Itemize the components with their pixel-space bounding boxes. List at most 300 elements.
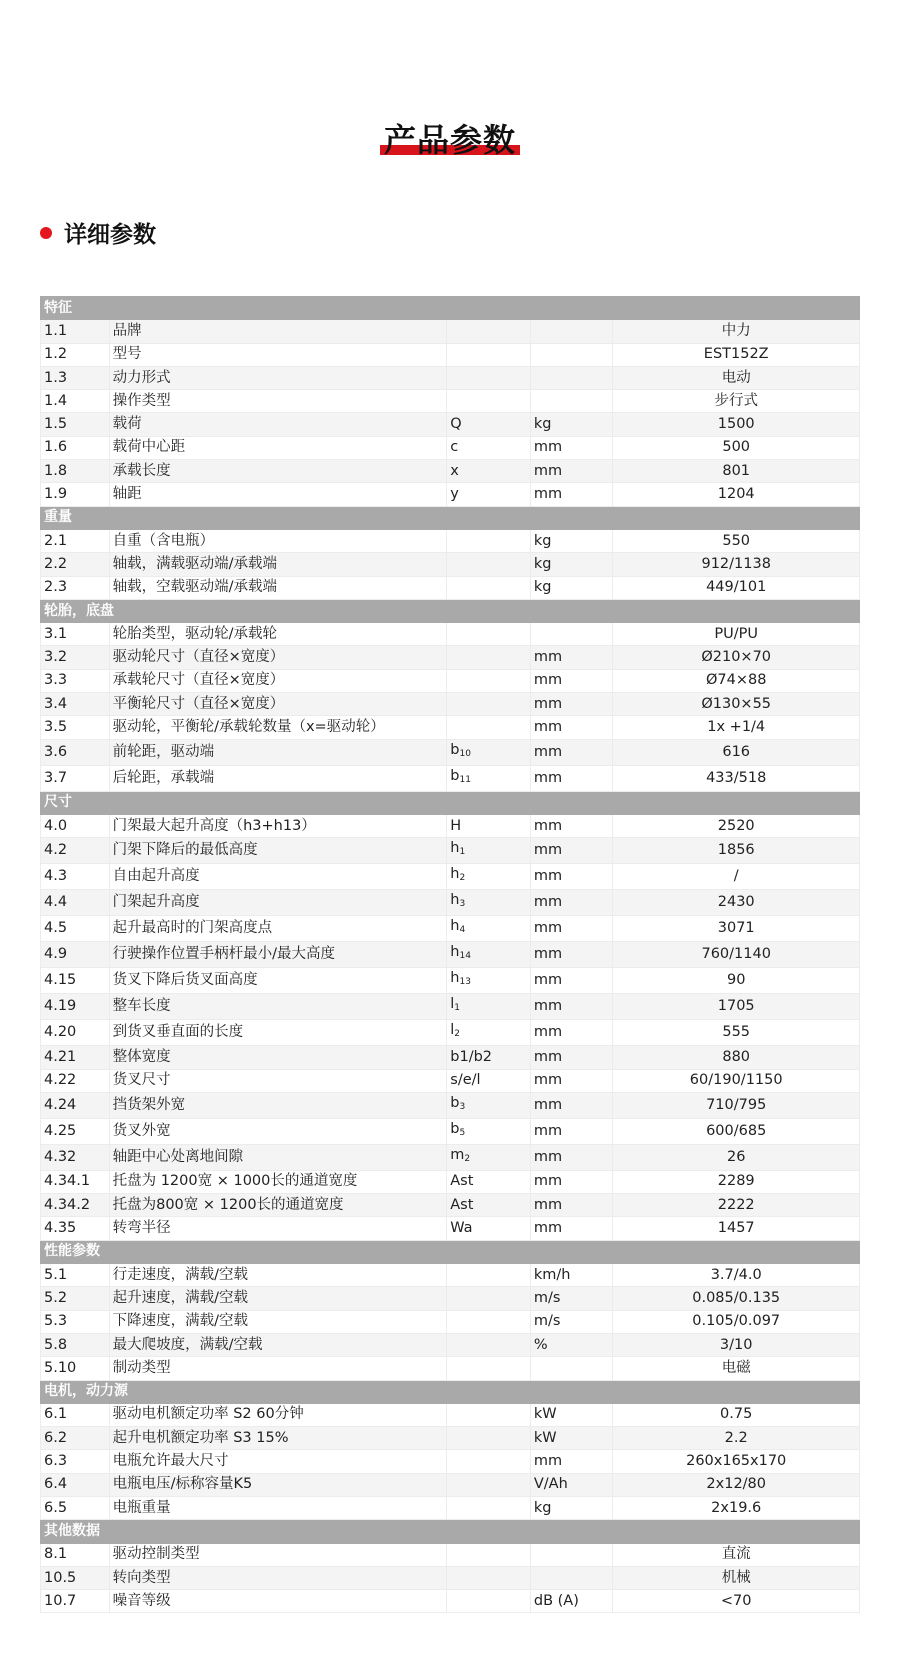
row-symbol <box>447 693 531 716</box>
table-row <box>41 669 860 692</box>
row-item: 载荷中心距 <box>109 436 447 459</box>
row-symbol <box>447 366 531 389</box>
table-row <box>41 1496 860 1519</box>
row-unit: kg <box>530 1496 613 1519</box>
table-row <box>41 1473 860 1496</box>
row-value: 2430 <box>613 890 860 916</box>
symbol-text: m <box>450 1146 465 1163</box>
symbol-subscript: 2 <box>459 873 466 884</box>
row-item: 驱动控制类型 <box>109 1543 447 1566</box>
category-row <box>41 297 860 320</box>
row-symbol <box>447 765 531 791</box>
row-number: 1.6 <box>41 436 110 459</box>
table-row <box>41 994 860 1020</box>
row-item: 电瓶电压/标称容量K5 <box>109 1473 447 1496</box>
row-unit: mm <box>530 1046 613 1069</box>
spec-table-body <box>41 297 860 1613</box>
row-unit: mm <box>530 1194 613 1217</box>
row-symbol <box>447 1046 531 1069</box>
symbol-text: Ast <box>450 1196 474 1213</box>
table-row <box>41 1046 860 1069</box>
category-row <box>41 1520 860 1543</box>
row-item: 驱动轮，平衡轮/承载轮数量（x=驱动轮） <box>109 716 447 739</box>
row-item: 货叉下降后货叉面高度 <box>109 968 447 994</box>
row-number: 3.3 <box>41 669 110 692</box>
row-item: 轴距 <box>109 483 447 506</box>
row-value: 1x +1/4 <box>613 716 860 739</box>
row-unit: mm <box>530 765 613 791</box>
row-symbol <box>447 1092 531 1118</box>
row-number: 4.4 <box>41 890 110 916</box>
row-number: 4.22 <box>41 1069 110 1092</box>
table-row <box>41 1287 860 1310</box>
row-unit: mm <box>530 646 613 669</box>
row-item: 行驶操作位置手柄杆最小/最大高度 <box>109 942 447 968</box>
row-symbol <box>447 483 531 506</box>
row-symbol <box>447 916 531 942</box>
row-unit: kg <box>530 413 613 436</box>
row-unit: kg <box>530 553 613 576</box>
row-value: 机械 <box>613 1566 860 1589</box>
symbol-text: b <box>450 741 460 758</box>
row-unit <box>530 623 613 646</box>
row-symbol <box>447 1020 531 1046</box>
row-value: 2289 <box>613 1170 860 1193</box>
row-item: 自由起升高度 <box>109 864 447 890</box>
symbol-text: h <box>450 970 460 987</box>
row-item: 后轮距，承载端 <box>109 765 447 791</box>
row-unit <box>530 343 613 366</box>
row-item: 动力形式 <box>109 366 447 389</box>
row-symbol <box>447 1427 531 1450</box>
table-row <box>41 716 860 739</box>
row-number: 4.35 <box>41 1217 110 1240</box>
row-number: 3.1 <box>41 623 110 646</box>
table-row <box>41 623 860 646</box>
row-value: 2x19.6 <box>613 1496 860 1519</box>
row-symbol <box>447 436 531 459</box>
row-item: 转向类型 <box>109 1566 447 1589</box>
row-number: 6.1 <box>41 1403 110 1426</box>
row-item: 电瓶重量 <box>109 1496 447 1519</box>
row-item: 型号 <box>109 343 447 366</box>
category-label: 其他数据 <box>41 1520 860 1543</box>
symbol-subscript: 2 <box>464 1153 471 1164</box>
row-item: 载荷 <box>109 413 447 436</box>
row-item: 转弯半径 <box>109 1217 447 1240</box>
row-unit: mm <box>530 838 613 864</box>
row-number: 3.5 <box>41 716 110 739</box>
row-symbol <box>447 669 531 692</box>
table-row <box>41 1020 860 1046</box>
table-row <box>41 366 860 389</box>
row-value: 449/101 <box>613 576 860 599</box>
row-number: 8.1 <box>41 1543 110 1566</box>
page-title-block <box>0 115 900 161</box>
symbol-text: h <box>450 918 460 935</box>
symbol-text: b <box>450 1120 460 1137</box>
table-row <box>41 320 860 343</box>
row-symbol <box>447 1144 531 1170</box>
row-item: 起升速度，满载/空载 <box>109 1287 447 1310</box>
row-value: 600/685 <box>613 1118 860 1144</box>
row-value: 3071 <box>613 916 860 942</box>
category-label: 特征 <box>41 297 860 320</box>
row-number: 3.6 <box>41 739 110 765</box>
row-symbol <box>447 739 531 765</box>
row-symbol <box>447 1170 531 1193</box>
row-unit: mm <box>530 994 613 1020</box>
row-unit <box>530 1566 613 1589</box>
row-item: 轴载，满载驱动端/承载端 <box>109 553 447 576</box>
row-value: Ø210×70 <box>613 646 860 669</box>
row-symbol <box>447 1543 531 1566</box>
table-row <box>41 739 860 765</box>
symbol-subscript: 14 <box>459 951 471 962</box>
row-symbol <box>447 716 531 739</box>
row-symbol <box>447 1333 531 1356</box>
table-row <box>41 1310 860 1333</box>
row-value: 电磁 <box>613 1357 860 1380</box>
table-row <box>41 916 860 942</box>
symbol-subscript: 2 <box>454 1029 461 1040</box>
row-value: 880 <box>613 1046 860 1069</box>
row-symbol <box>447 968 531 994</box>
row-item: 操作类型 <box>109 390 447 413</box>
row-number: 2.2 <box>41 553 110 576</box>
table-row <box>41 343 860 366</box>
row-unit: mm <box>530 669 613 692</box>
row-number: 1.1 <box>41 320 110 343</box>
table-row <box>41 576 860 599</box>
category-row <box>41 791 860 814</box>
row-item: 轮胎类型，驱动轮/承载轮 <box>109 623 447 646</box>
symbol-subscript: 13 <box>459 977 471 988</box>
row-value: 433/518 <box>613 765 860 791</box>
row-value: 0.75 <box>613 1403 860 1426</box>
row-item: 门架最大起升高度（h3+h13） <box>109 814 447 837</box>
row-unit: kW <box>530 1403 613 1426</box>
row-item: 电瓶允许最大尺寸 <box>109 1450 447 1473</box>
row-number: 1.3 <box>41 366 110 389</box>
row-symbol <box>447 890 531 916</box>
section-title: 详细参数 <box>64 222 156 248</box>
row-unit: kg <box>530 529 613 552</box>
row-symbol <box>447 1403 531 1426</box>
row-symbol <box>447 343 531 366</box>
table-row <box>41 765 860 791</box>
row-unit: mm <box>530 460 613 483</box>
symbol-subscript: 11 <box>459 774 471 785</box>
row-value: / <box>613 864 860 890</box>
symbol-subscript: 3 <box>459 899 466 910</box>
symbol-text: l <box>450 1022 455 1039</box>
category-label: 性能参数 <box>41 1240 860 1263</box>
row-unit: mm <box>530 1144 613 1170</box>
symbol-text: Q <box>450 416 462 433</box>
row-number: 3.7 <box>41 765 110 791</box>
table-row <box>41 483 860 506</box>
row-unit: m/s <box>530 1287 613 1310</box>
row-item: 货叉外宽 <box>109 1118 447 1144</box>
row-number: 3.4 <box>41 693 110 716</box>
symbol-text: Ast <box>450 1173 474 1190</box>
row-value: 616 <box>613 739 860 765</box>
row-item: 自重（含电瓶） <box>109 529 447 552</box>
table-row <box>41 436 860 459</box>
row-symbol <box>447 1118 531 1144</box>
table-row <box>41 646 860 669</box>
row-symbol <box>447 390 531 413</box>
row-value: 90 <box>613 968 860 994</box>
row-value: 260x165x170 <box>613 1450 860 1473</box>
row-value: 500 <box>613 436 860 459</box>
row-symbol <box>447 1566 531 1589</box>
symbol-text: l <box>450 996 455 1013</box>
row-value: 1457 <box>613 1217 860 1240</box>
row-number: 1.4 <box>41 390 110 413</box>
row-number: 4.24 <box>41 1092 110 1118</box>
row-item: 品牌 <box>109 320 447 343</box>
table-row <box>41 529 860 552</box>
table-row <box>41 413 860 436</box>
row-number: 10.5 <box>41 1566 110 1589</box>
row-item: 门架下降后的最低高度 <box>109 838 447 864</box>
row-value: 3.7/4.0 <box>613 1264 860 1287</box>
row-number: 6.5 <box>41 1496 110 1519</box>
row-unit: % <box>530 1333 613 1356</box>
table-row <box>41 693 860 716</box>
row-value: 2x12/80 <box>613 1473 860 1496</box>
row-number: 1.8 <box>41 460 110 483</box>
symbol-text: h <box>450 892 460 909</box>
row-number: 4.20 <box>41 1020 110 1046</box>
symbol-subscript: 1 <box>459 847 466 858</box>
row-symbol <box>447 646 531 669</box>
bullet-dot-icon <box>40 227 52 239</box>
symbol-text: h <box>450 866 460 883</box>
row-value: 1204 <box>613 483 860 506</box>
row-unit: mm <box>530 436 613 459</box>
row-number: 4.9 <box>41 942 110 968</box>
row-unit: mm <box>530 483 613 506</box>
row-item: 托盘为 1200宽 × 1000长的通道宽度 <box>109 1170 447 1193</box>
row-item: 噪音等级 <box>109 1590 447 1613</box>
category-row <box>41 599 860 622</box>
row-number: 1.5 <box>41 413 110 436</box>
row-unit: mm <box>530 716 613 739</box>
row-value: 60/190/1150 <box>613 1069 860 1092</box>
row-symbol <box>447 460 531 483</box>
table-row <box>41 1194 860 1217</box>
row-value: Ø130×55 <box>613 693 860 716</box>
row-item: 下降速度，满载/空载 <box>109 1310 447 1333</box>
row-number: 4.19 <box>41 994 110 1020</box>
row-symbol <box>447 1194 531 1217</box>
row-number: 4.3 <box>41 864 110 890</box>
row-value: 760/1140 <box>613 942 860 968</box>
row-item: 平衡轮尺寸（直径×宽度） <box>109 693 447 716</box>
row-unit: m/s <box>530 1310 613 1333</box>
category-row <box>41 506 860 529</box>
table-row <box>41 968 860 994</box>
spec-table <box>40 296 860 1613</box>
row-symbol <box>447 1069 531 1092</box>
row-item: 行走速度，满载/空载 <box>109 1264 447 1287</box>
table-row <box>41 1092 860 1118</box>
symbol-text: H <box>450 817 462 834</box>
row-number: 10.7 <box>41 1590 110 1613</box>
row-value: 550 <box>613 529 860 552</box>
row-value: PU/PU <box>613 623 860 646</box>
row-value: 中力 <box>613 320 860 343</box>
row-number: 4.32 <box>41 1144 110 1170</box>
row-unit: mm <box>530 968 613 994</box>
row-unit <box>530 1543 613 1566</box>
row-value: 1500 <box>613 413 860 436</box>
row-item: 前轮距，驱动端 <box>109 739 447 765</box>
row-symbol <box>447 553 531 576</box>
row-number: 4.25 <box>41 1118 110 1144</box>
row-unit: mm <box>530 864 613 890</box>
row-unit: mm <box>530 1450 613 1473</box>
table-row <box>41 890 860 916</box>
row-symbol <box>447 576 531 599</box>
row-value: 2222 <box>613 1194 860 1217</box>
row-item: 货叉尺寸 <box>109 1069 447 1092</box>
row-unit: mm <box>530 1118 613 1144</box>
table-row <box>41 1264 860 1287</box>
row-value: 801 <box>613 460 860 483</box>
table-row <box>41 1217 860 1240</box>
row-item: 制动类型 <box>109 1357 447 1380</box>
symbol-text: b <box>450 1094 460 1111</box>
table-row <box>41 460 860 483</box>
table-row <box>41 814 860 837</box>
page-title: 产品参数 <box>383 121 516 159</box>
row-number: 4.5 <box>41 916 110 942</box>
table-row <box>41 1403 860 1426</box>
category-label: 重量 <box>41 506 860 529</box>
table-row <box>41 1170 860 1193</box>
row-value: 0.105/0.097 <box>613 1310 860 1333</box>
row-item: 起升最高时的门架高度点 <box>109 916 447 942</box>
row-number: 5.8 <box>41 1333 110 1356</box>
table-row <box>41 1427 860 1450</box>
category-label: 尺寸 <box>41 791 860 814</box>
row-value: 2.2 <box>613 1427 860 1450</box>
row-item: 整车长度 <box>109 994 447 1020</box>
table-row <box>41 942 860 968</box>
row-unit: mm <box>530 1170 613 1193</box>
row-number: 5.1 <box>41 1264 110 1287</box>
row-unit <box>530 1357 613 1380</box>
row-item: 整体宽度 <box>109 1046 447 1069</box>
row-symbol <box>447 838 531 864</box>
row-item: 承载长度 <box>109 460 447 483</box>
row-number: 1.9 <box>41 483 110 506</box>
row-symbol <box>447 1496 531 1519</box>
row-item: 轴载，空载驱动端/承载端 <box>109 576 447 599</box>
symbol-text: Wa <box>450 1220 473 1237</box>
table-row <box>41 1333 860 1356</box>
row-value: 电动 <box>613 366 860 389</box>
table-row <box>41 1450 860 1473</box>
symbol-text: h <box>450 840 460 857</box>
table-row <box>41 1118 860 1144</box>
row-number: 1.2 <box>41 343 110 366</box>
row-symbol <box>447 623 531 646</box>
table-row <box>41 553 860 576</box>
row-symbol <box>447 1264 531 1287</box>
row-unit: mm <box>530 739 613 765</box>
row-item: 门架起升高度 <box>109 890 447 916</box>
row-number: 6.4 <box>41 1473 110 1496</box>
row-number: 5.10 <box>41 1357 110 1380</box>
table-row <box>41 1543 860 1566</box>
row-symbol <box>447 814 531 837</box>
row-symbol <box>447 864 531 890</box>
row-number: 4.0 <box>41 814 110 837</box>
row-unit: mm <box>530 693 613 716</box>
row-unit: mm <box>530 1092 613 1118</box>
row-item: 到货叉垂直面的长度 <box>109 1020 447 1046</box>
table-row <box>41 1144 860 1170</box>
row-number: 4.2 <box>41 838 110 864</box>
row-symbol <box>447 1357 531 1380</box>
table-row <box>41 390 860 413</box>
symbol-text: x <box>450 462 459 479</box>
row-symbol <box>447 1310 531 1333</box>
row-unit: mm <box>530 1020 613 1046</box>
symbol-subscript: 5 <box>459 1127 466 1138</box>
symbol-text: s/e/l <box>450 1072 481 1089</box>
row-value: 26 <box>613 1144 860 1170</box>
page-title-box <box>380 115 520 161</box>
symbol-subscript: 4 <box>459 925 466 936</box>
table-row <box>41 1590 860 1613</box>
row-symbol <box>447 1590 531 1613</box>
row-number: 5.2 <box>41 1287 110 1310</box>
row-item: 挡货架外宽 <box>109 1092 447 1118</box>
symbol-subscript: 3 <box>459 1101 466 1112</box>
row-unit: mm <box>530 814 613 837</box>
row-symbol <box>447 413 531 436</box>
table-row <box>41 1566 860 1589</box>
row-symbol <box>447 1473 531 1496</box>
symbol-text: b <box>450 767 460 784</box>
row-item: 轴距中心处离地间隙 <box>109 1144 447 1170</box>
category-label: 电机，动力源 <box>41 1380 860 1403</box>
row-unit: mm <box>530 942 613 968</box>
symbol-subscript: 10 <box>459 748 471 759</box>
row-symbol <box>447 529 531 552</box>
row-item: 起升电机额定功率 S3 15% <box>109 1427 447 1450</box>
row-value: Ø74×88 <box>613 669 860 692</box>
row-unit: mm <box>530 916 613 942</box>
row-value: 步行式 <box>613 390 860 413</box>
row-item: 承载轮尺寸（直径×宽度） <box>109 669 447 692</box>
row-unit: mm <box>530 1069 613 1092</box>
row-value: 直流 <box>613 1543 860 1566</box>
row-unit: mm <box>530 890 613 916</box>
row-number: 4.34.2 <box>41 1194 110 1217</box>
row-unit: V/Ah <box>530 1473 613 1496</box>
row-symbol <box>447 942 531 968</box>
table-row <box>41 1357 860 1380</box>
row-value: 1856 <box>613 838 860 864</box>
row-number: 6.3 <box>41 1450 110 1473</box>
